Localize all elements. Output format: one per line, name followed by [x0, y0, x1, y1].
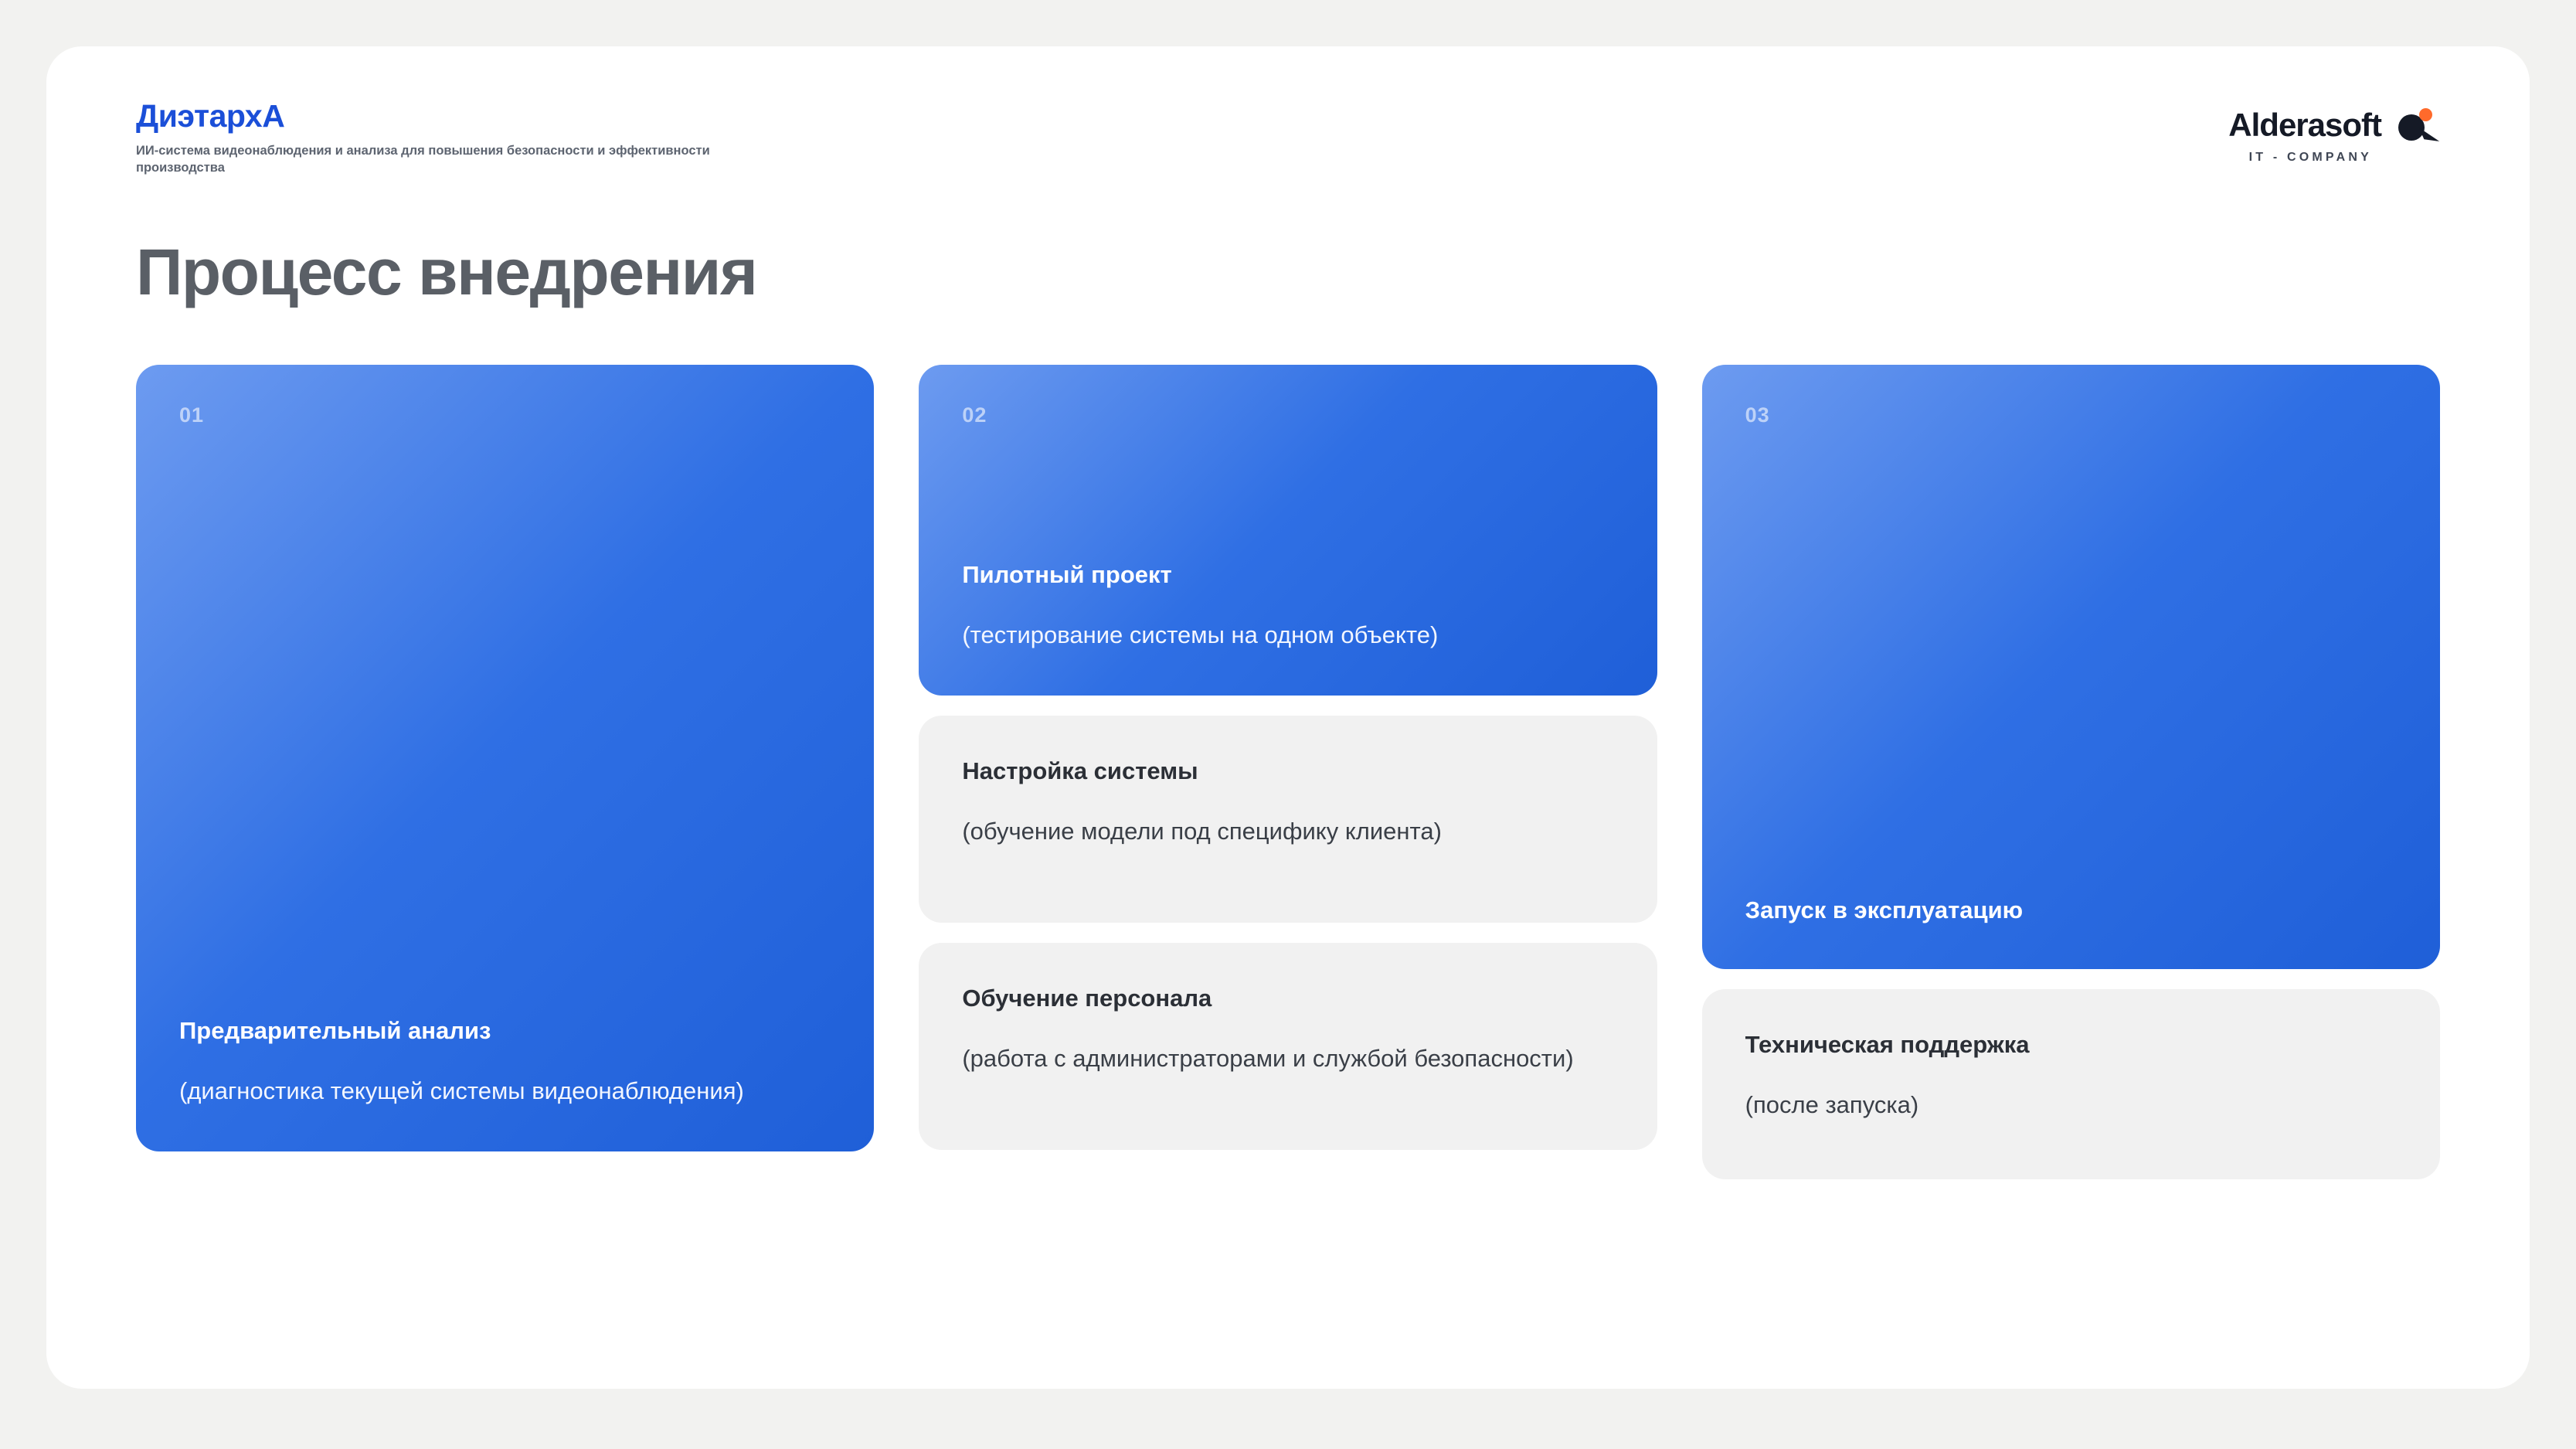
- step-card-subtitle: (тестирование системы на одном объекте): [962, 621, 1439, 648]
- card-spacer: [179, 426, 831, 1015]
- step-card-title: Пилотный проект: [962, 560, 1172, 588]
- process-columns: [136, 365, 2440, 1179]
- step-card-subtitle: (после запуска): [1745, 1091, 1919, 1119]
- step-card-title: Запуск в эксплуатацию: [1745, 896, 2024, 923]
- card-spacer: [1745, 426, 2397, 895]
- brand-name: ДиэтархA: [136, 98, 285, 134]
- process-column-01: [136, 365, 874, 1151]
- step-card-go-live[interactable]: [1702, 365, 2440, 969]
- step-card-title: Настройка системы: [962, 757, 1198, 784]
- slide: [46, 46, 2530, 1389]
- brand-block: [136, 94, 754, 177]
- step-card-title: Обучение персонала: [962, 985, 1212, 1012]
- step-number-02: 02: [962, 403, 987, 427]
- page-title: Процесс внедрения: [136, 236, 757, 308]
- step-card-subtitle: (работа с администраторами и службой безопасности): [962, 1045, 1574, 1073]
- step-card-staff-training[interactable]: [919, 943, 1657, 1150]
- alderasoft-mark-icon: [2395, 107, 2440, 144]
- step-card-title: Предварительный анализ: [179, 1016, 491, 1044]
- step-card-subtitle: (диагностика текущей системы видеонаблюдения): [179, 1077, 744, 1104]
- logo-orange-dot-icon: [2419, 108, 2432, 121]
- step-card-subtitle: (обучение модели под специфику клиента): [962, 818, 1442, 845]
- logo-subtitle: IT - COMPANY: [2248, 151, 2372, 164]
- step-card-title: Техническая поддержка: [1745, 1031, 2030, 1058]
- card-spacer: [962, 426, 1613, 560]
- step-card-technical-support[interactable]: [1702, 989, 2440, 1179]
- logo-row: [2228, 107, 2440, 144]
- step-number-03: 03: [1745, 403, 1770, 427]
- slide-header: [136, 94, 2440, 187]
- brand-tagline: ИИ-система видеонаблюдения и анализа для повышения безопасности и эффективности производства: [136, 144, 710, 175]
- process-column-02: [919, 365, 1657, 1150]
- step-card-system-setup[interactable]: [919, 716, 1657, 923]
- logo-wordmark: Alderasoft: [2228, 107, 2381, 143]
- step-number-01: 01: [179, 403, 205, 427]
- step-card-preliminary-analysis[interactable]: [136, 365, 874, 1151]
- company-logo: [2228, 94, 2440, 165]
- process-column-03: [1702, 365, 2440, 1179]
- step-card-pilot-project[interactable]: [919, 365, 1657, 696]
